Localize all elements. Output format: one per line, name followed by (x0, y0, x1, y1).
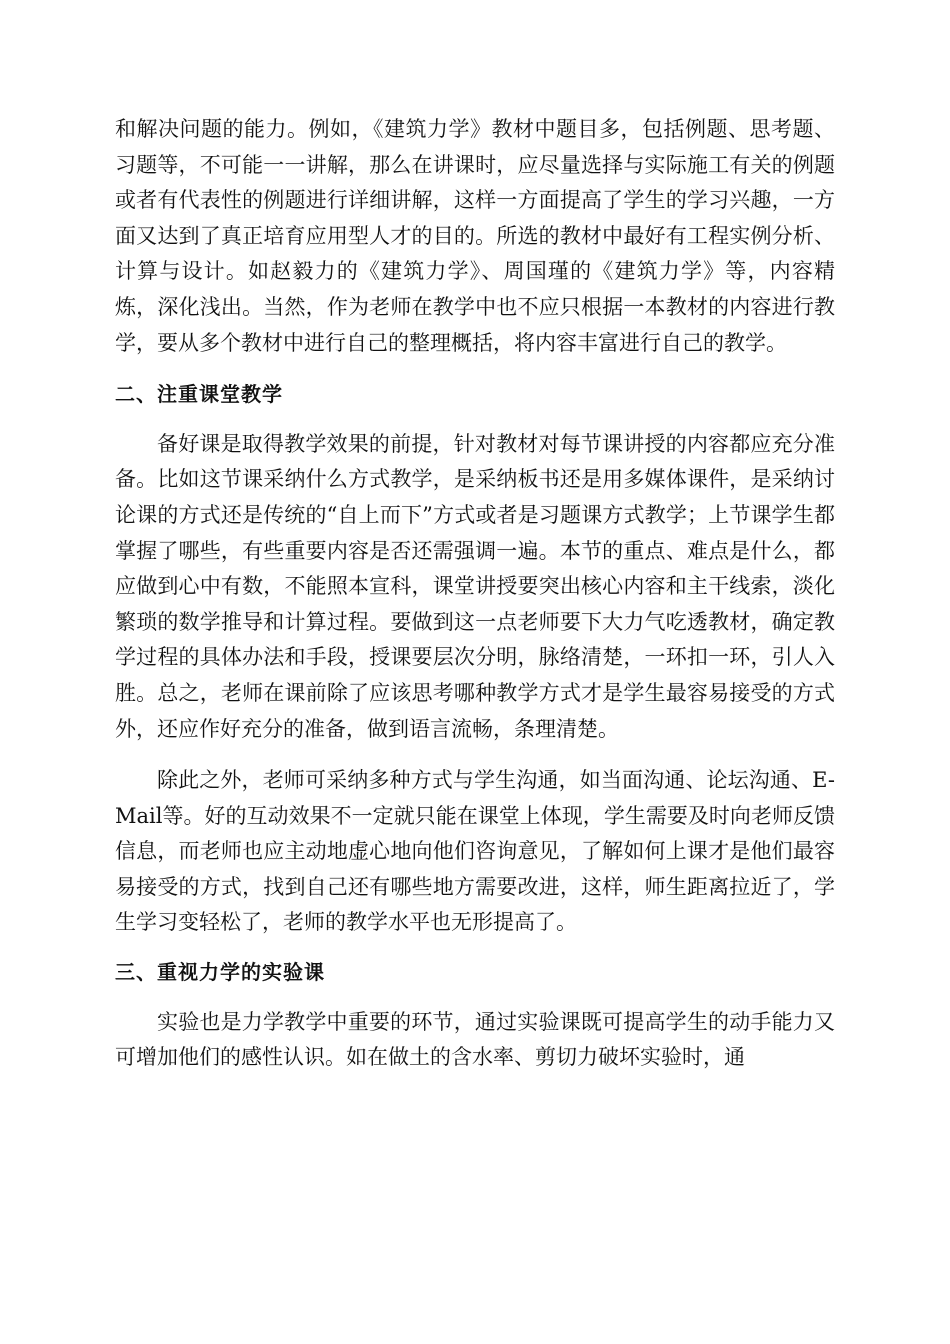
paragraph-textbook-selection: 和解决问题的能力。例如，《建筑力学》教材中题目多，包括例题、思考题、习题等，不可能一一讲解，那么在讲课时，应尽量选择与实际施工有关的例题或者有代表性的例题进行详细讲解，这样一方面提高了学生的学习兴趣，一方面又达到了真正培育应用型人才的目的。所选的教材中最好有工程实例分析、计算与设计。如赵毅力的《建筑力学》、周国瑾的《建筑力学》等，内容精炼，深化浅出。当然，作为老师在教学中也不应只根据一本教材的内容进行教学，要从多个教材中进行自己的整理概括，将内容丰富进行自己的教学。 (115, 117, 835, 355)
document-page (115, 112, 835, 1076)
section-heading-classroom-teaching: 二、注重课堂教学 (115, 382, 283, 407)
paragraph-student-communication: 除此之外，老师可采纳多种方式与学生沟通，如当面沟通、论坛沟通、E-Mail等。好的互动效果不一定就只能在课堂上体现，学生需要及时向老师反馈信息，而老师也应主动地虚心地向他们咨询意见，了解如何上课才是他们最容易接受的方式，找到自己还有哪些地方需要改进，这样，师生距离拉近了，学生学习变轻松了，老师的教学水平也无形提高了。 (115, 768, 835, 935)
paragraph-lab-experiments: 实验也是力学教学中重要的环节，通过实验课既可提高学生的动手能力又可增加他们的感性认识。如在做土的含水率、剪切力破坏实验时，通 (115, 1009, 835, 1070)
paragraph-lesson-preparation: 备好课是取得教学效果的前提，针对教材对每节课讲授的内容都应充分准备。比如这节课采纳什么方式教学，是采纳板书还是用多媒体课件，是采纳讨论课的方式还是传统的“自上而下”方式或者是习题课方式教学；上节课学生都掌握了哪些，有些重要内容是否还需强调一遍。本节的重点、难点是什么，都应做到心中有数，不能照本宣科，课堂讲授要突出核心内容和主干线索，淡化繁琐的数学推导和计算过程。要做到这一点老师要下大力气吃透教材，确定教学过程的具体办法和手段，授课要层次分明，脉络清楚，一环扣一环，引人入胜。总之，老师在课前除了应该思考哪种教学方式才是学生最容易接受的方式外，还应作好充分的准备，做到语言流畅，条理清楚。 (115, 431, 835, 741)
section-heading-lab-class: 三、重视力学的实验课 (115, 960, 325, 985)
